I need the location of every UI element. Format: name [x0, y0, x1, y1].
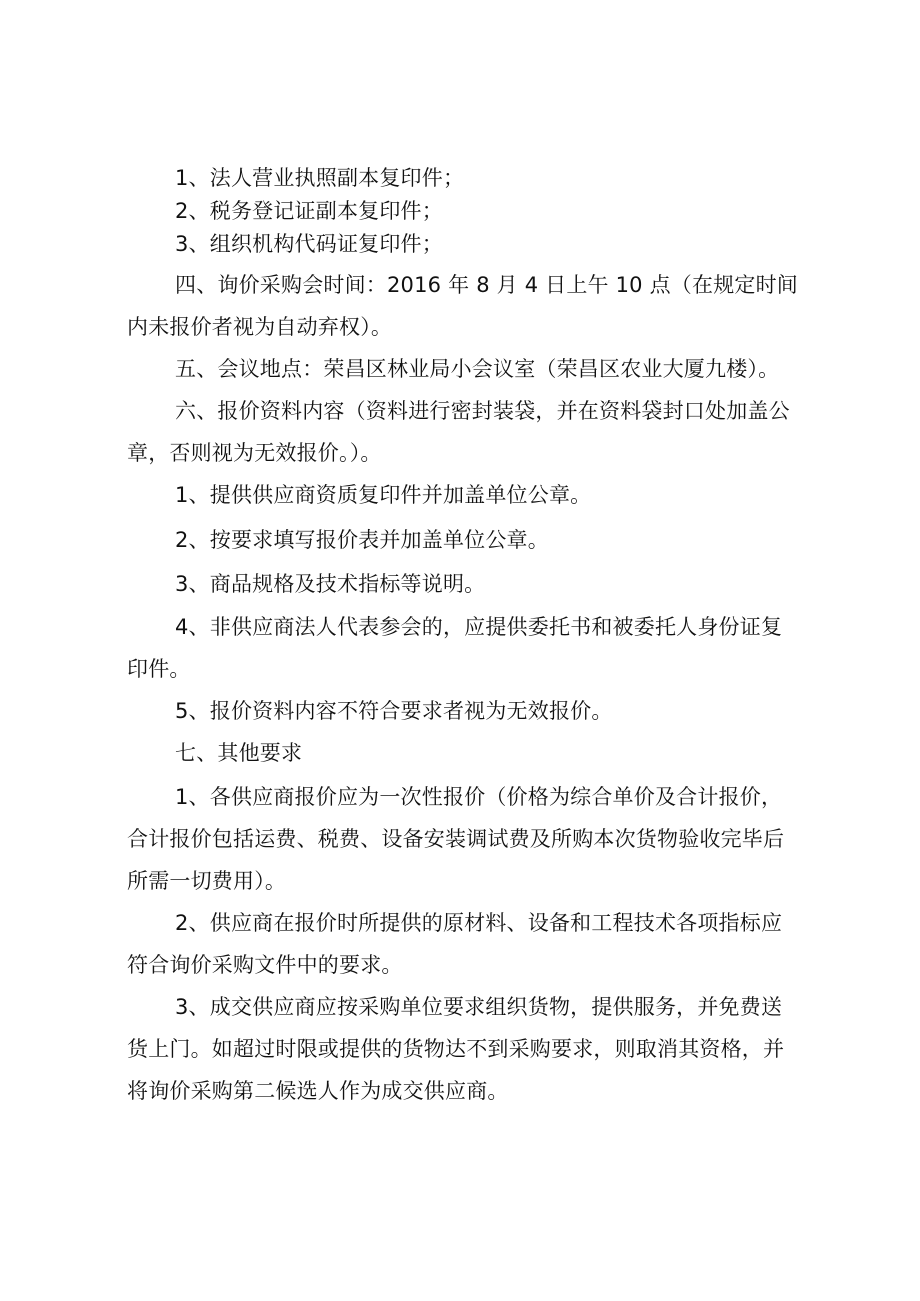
section-7-item-1: 1、各供应商报价应为一次性报价（价格为综合单价及合计报价，	[175, 785, 783, 809]
section-6-item-3: 3、商品规格及技术指标等说明。	[175, 572, 486, 596]
section-7-item-2: 2、供应商在报价时所提供的原材料、设备和工程技术各项指标应	[175, 911, 783, 935]
section-6-item-4: 4、非供应商法人代表参会的，应提供委托书和被委托人身份证复	[175, 615, 783, 639]
list-item-org-code: 3、组织机构代码证复印件；	[175, 232, 443, 256]
section-6-heading: 六、报价资料内容（资料进行密封装袋，并在资料袋封口处加盖公	[175, 399, 790, 423]
section-7-item-2-continuation: 符合询价采购文件中的要求。	[127, 953, 403, 977]
section-6-item-1: 1、提供供应商资质复印件并加盖单位公章。	[175, 483, 592, 507]
section-7-item-3: 3、成交供应商应按采购单位要求组织货物，提供服务，并免费送	[175, 995, 783, 1019]
list-item-business-license: 1、法人营业执照副本复印件；	[175, 166, 465, 190]
section-6-item-4-continuation: 印件。	[127, 657, 191, 681]
section-5-heading: 五、会议地点：荣昌区林业局小会议室（荣昌区农业大厦九楼）。	[175, 357, 780, 381]
section-6-item-2: 2、按要求填写报价表并加盖单位公章。	[175, 528, 549, 552]
section-6-item-5: 5、报价资料内容不符合要求者视为无效报价。	[175, 699, 613, 723]
section-4-heading: 四、询价采购会时间：2016 年 8 月 4 日上午 10 点（在规定时间	[175, 273, 799, 297]
section-7-item-1-continuation: 合计报价包括运费、税费、设备安装调试费及所购本次货物验收完毕后	[127, 827, 785, 851]
section-6-continuation: 章，否则视为无效报价。）。	[127, 441, 382, 465]
section-7-item-3-continuation: 货上门。如超过时限或提供的货物达不到采购要求，则取消其资格，并	[127, 1037, 785, 1061]
section-7-item-3-continuation-2: 将询价采购第二候选人作为成交供应商。	[127, 1079, 509, 1103]
list-item-tax-registration: 2、税务登记证副本复印件；	[175, 199, 443, 223]
section-7-item-1-continuation-2: 所需一切费用）。	[127, 869, 287, 893]
section-7-heading: 七、其他要求	[175, 741, 303, 765]
section-4-continuation: 内未报价者视为自动弃权）。	[127, 315, 393, 339]
